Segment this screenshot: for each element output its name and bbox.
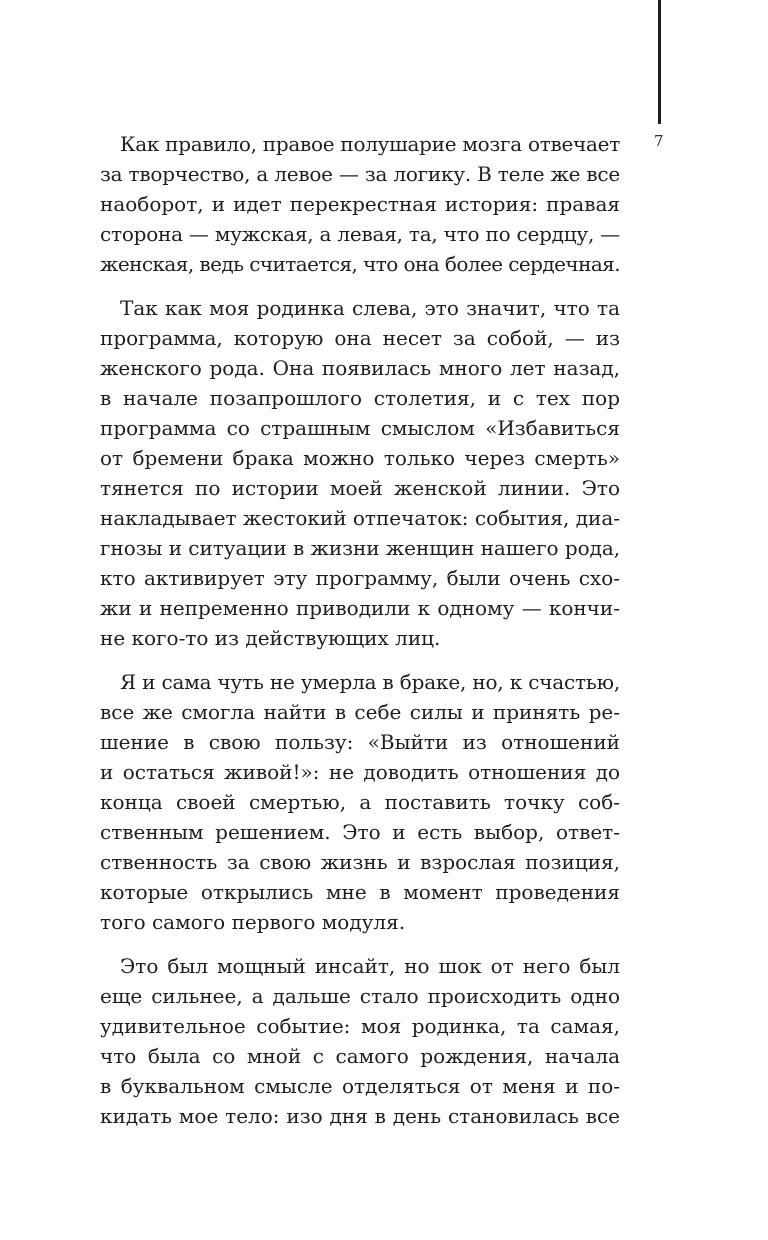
text-line: не кого-то из действующих лиц. <box>100 626 441 650</box>
text-line: программа со страшным смыслом «Избавиться <box>100 416 620 440</box>
text-line: тянется по истории моей женской линии. Это <box>100 476 620 500</box>
text-line: удивительное событие: моя родинка, та самая, <box>100 1014 620 1038</box>
text-line: программа, которую она несет за собой, — из <box>100 326 620 350</box>
text-line: женского рода. Она появилась много лет назад, <box>100 356 620 380</box>
text-line: кто активирует эту программу, были очень схо- <box>100 566 620 590</box>
text-line: от бремени брака можно только через смерть» <box>100 446 620 470</box>
margin-rule <box>658 0 661 124</box>
text-line: шение в свою пользу: «Выйти из отношений <box>100 730 620 754</box>
text-line: конца своей смертью, а поставить точку соб- <box>100 790 620 814</box>
text-line: в начале позапрошлого столетия, и с тех пор <box>100 386 620 410</box>
text-line: гнозы и ситуации в жизни женщин нашего рода, <box>100 536 621 560</box>
text-line: того самого первого модуля. <box>100 910 406 934</box>
text-line: Так как моя родинка слева, это значит, что та <box>120 296 620 320</box>
text-line: что была со мной с самого рождения, начала <box>100 1044 620 1068</box>
paragraph-4 <box>100 951 620 1131</box>
text-line: в буквальном смысле отделяться от меня и по- <box>100 1074 620 1098</box>
text-line: и остаться живой!»: не доводить отношения до <box>100 760 620 784</box>
text-line: ственность за свою жизнь и взрослая позиция, <box>100 850 620 874</box>
paragraph-3 <box>100 667 620 937</box>
text-line: кидать мое тело: изо дня в день становилась все <box>100 1104 620 1128</box>
text-line: женская, ведь считается, что она более сердечная. <box>100 252 621 276</box>
text-line: за творчество, а левое — за логику. В теле же все <box>100 162 621 186</box>
text-line: которые открылись мне в момент проведения <box>100 880 620 904</box>
text-line: Это был мощный инсайт, но шок от него был <box>120 954 620 978</box>
text-line: накладывает жестокий отпечаток: события, диа- <box>100 506 620 530</box>
text-line: наоборот, и идет перекрестная история: правая <box>100 192 620 216</box>
text-line: все же смогла найти в себе силы и принять ре- <box>100 700 620 724</box>
text-line: ственным решением. Это и есть выбор, ответ- <box>100 820 620 844</box>
text-line: сторона — мужская, а левая, та, что по сердцу, — <box>100 222 620 246</box>
text-line: Как правило, правое полушарие мозга отвечает <box>120 132 620 156</box>
text-line: Я и сама чуть не умерла в браке, но, к счастью, <box>120 670 620 694</box>
text-line: еще сильнее, а дальше стало происходить одно <box>100 984 620 1008</box>
page-number: 7 <box>654 132 664 150</box>
text-line: жи и непременно приводили к одному — кончи- <box>100 596 620 620</box>
body-text <box>100 129 620 1145</box>
paragraph-2 <box>100 293 620 653</box>
paragraph-1 <box>100 129 620 279</box>
